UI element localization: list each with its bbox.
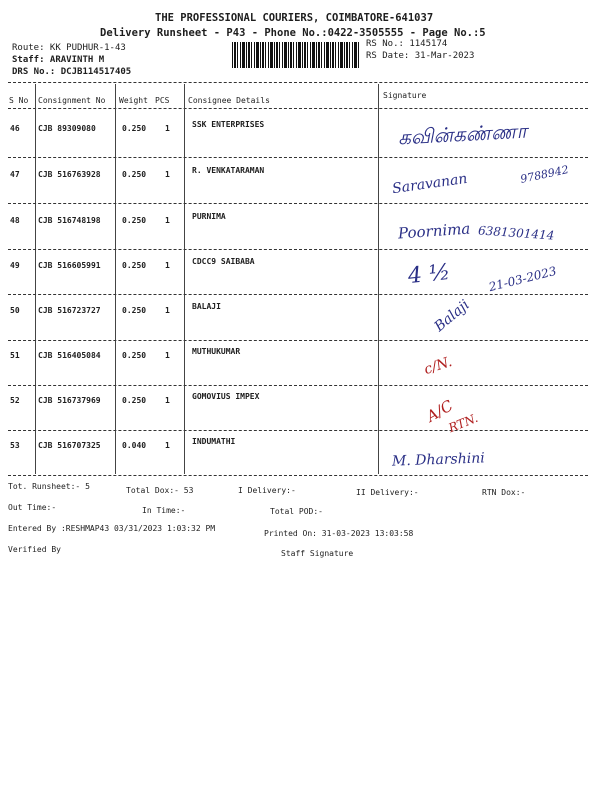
row-consignee: SSK ENTERPRISES [192, 120, 265, 129]
row-consignee: CDCC9 SAIBABA [192, 257, 255, 266]
row-pcs: 1 [165, 170, 170, 179]
row-consignee: BALAJI [192, 302, 221, 311]
col-consignee: Consignee Details [188, 96, 270, 105]
total-dox: Total Dox:- 53 [126, 486, 194, 495]
signature-48-phone: 6381301414 [477, 223, 555, 243]
ii-delivery: II Delivery:- [356, 488, 419, 497]
row-divider [8, 294, 588, 295]
row-sno: 46 [10, 124, 20, 133]
signature-49-mark: 4 ½ [406, 259, 452, 290]
printed-on: Printed On: 31-03-2023 13:03:58 [264, 529, 414, 538]
row-consignment: CJB 516748198 [38, 216, 101, 225]
signature-53: M. Dharshini [391, 450, 485, 470]
col-divider [35, 84, 36, 474]
signature-52-rtn: RTN. [446, 410, 480, 436]
rs-date: RS Date: 31-Mar-2023 [366, 51, 475, 61]
row-sno: 50 [10, 306, 20, 315]
row-weight: 0.040 [122, 441, 147, 450]
signature-51: c/N. [422, 354, 455, 378]
header-top-rule [8, 82, 588, 83]
signature-48-name: Poornima [397, 219, 471, 243]
entered-by: Entered By :RESHMAP43 03/31/2023 1:03:32 PM [8, 524, 216, 533]
rs-number: RS No.: 1145174 [366, 39, 448, 49]
header-bottom-rule [8, 108, 588, 109]
rtn-dox: RTN Dox:- [482, 488, 526, 497]
row-pcs: 1 [165, 124, 170, 133]
company-title: THE PROFESSIONAL COURIERS, COIMBATORE-641037 [155, 12, 434, 24]
staff-signature: Staff Signature [281, 549, 354, 558]
row-pcs: 1 [165, 396, 170, 405]
table-bottom-rule [8, 475, 588, 476]
row-weight: 0.250 [122, 306, 147, 315]
row-pcs: 1 [165, 306, 170, 315]
verified-by: Verified By [8, 545, 61, 554]
in-time: In Time:- [142, 506, 186, 515]
signature-52-ac: A/C [423, 396, 457, 426]
drs-number: DRS No.: DCJB114517405 [12, 67, 132, 77]
col-consignment: Consignment No [38, 96, 106, 105]
signature-47-phone: 9788942 [519, 163, 570, 186]
total-runsheet: Tot. Runsheet:- 5 [8, 482, 90, 491]
row-consignee: MUTHUKUMAR [192, 347, 241, 356]
barcode-image [232, 42, 360, 68]
row-consignee: INDUMATHI [192, 437, 236, 446]
row-sno: 49 [10, 261, 20, 270]
row-pcs: 1 [165, 441, 170, 450]
col-pcs: PCS [155, 96, 170, 105]
row-pcs: 1 [165, 351, 170, 360]
row-divider [8, 157, 588, 158]
row-pcs: 1 [165, 261, 170, 270]
row-consignment: CJB 516763928 [38, 170, 101, 179]
row-divider [8, 385, 588, 386]
row-consignment: CJB 89309080 [38, 124, 96, 133]
row-consignment: CJB 516723727 [38, 306, 101, 315]
col-divider [184, 84, 185, 474]
col-divider [378, 84, 379, 474]
signature-49-date: 21-03-2023 [487, 263, 558, 295]
row-weight: 0.250 [122, 124, 147, 133]
out-time: Out Time:- [8, 503, 57, 512]
col-sno: S No [9, 96, 29, 105]
row-consignment: CJB 516605991 [38, 261, 101, 270]
signature-46: கவின்கண்ணா [397, 118, 528, 150]
col-divider [115, 84, 116, 474]
row-sno: 48 [10, 216, 20, 225]
route-label: Route: KK PUDHUR-1-43 [12, 43, 126, 53]
total-pod: Total POD:- [270, 507, 323, 516]
staff-label: Staff: ARAVINTH M [12, 55, 105, 65]
row-consignment: CJB 516737969 [38, 396, 101, 405]
row-sno: 47 [10, 170, 20, 179]
row-divider [8, 430, 588, 431]
row-sno: 53 [10, 441, 20, 450]
col-signature: Signature [383, 91, 427, 100]
row-weight: 0.250 [122, 261, 147, 270]
row-sno: 52 [10, 396, 20, 405]
row-divider [8, 203, 588, 204]
row-divider [8, 340, 588, 341]
row-consignee: PURNIMA [192, 212, 226, 221]
row-consignment: CJB 516405084 [38, 351, 101, 360]
runsheet-subtitle: Delivery Runsheet - P43 - Phone No.:0422-3505555 - Page No.:5 [100, 27, 486, 39]
signature-47-name: Saravanan [391, 170, 469, 198]
col-weight: Weight [119, 96, 148, 105]
row-divider [8, 249, 588, 250]
row-consignment: CJB 516707325 [38, 441, 101, 450]
i-delivery: I Delivery:- [238, 486, 296, 495]
row-sno: 51 [10, 351, 20, 360]
row-consignee: GOMOVIUS IMPEX [192, 392, 260, 401]
row-consignee: R. VENKATARAMAN [192, 166, 265, 175]
row-pcs: 1 [165, 216, 170, 225]
row-weight: 0.250 [122, 351, 147, 360]
row-weight: 0.250 [122, 396, 147, 405]
row-weight: 0.250 [122, 170, 147, 179]
signature-50: Balaji [431, 296, 473, 336]
row-weight: 0.250 [122, 216, 147, 225]
